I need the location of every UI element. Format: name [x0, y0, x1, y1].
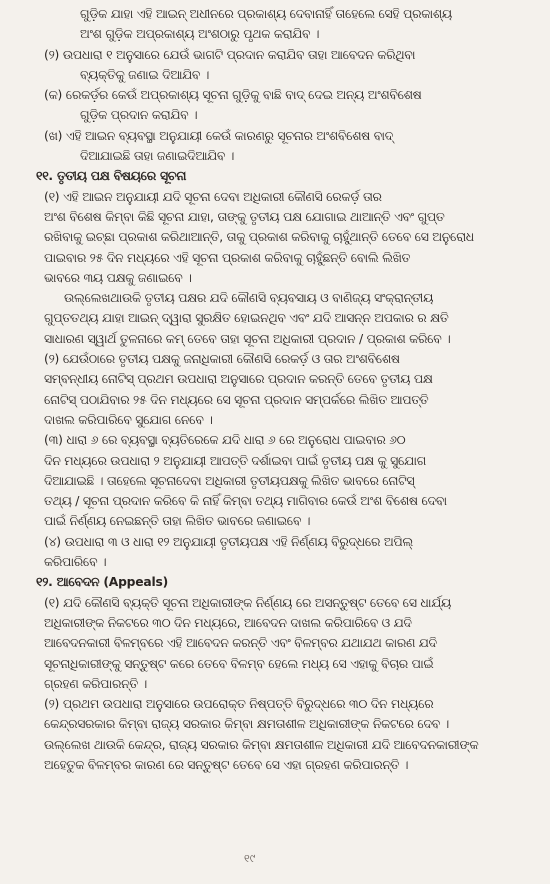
- text-line: ଗ୍ରହଣ କରିପାରନ୍ତି ।: [44, 676, 147, 691]
- text-line: ବ୍ୟକ୍ତିକୁ ଜଣାଇ ଦିଆଯିବ ।: [80, 67, 210, 82]
- text-line: ପାଇଁ ନିର୍ଣ୍ଣୟ ନେଇଛନ୍ତି ତାହା ଲିଖିତ ଭାବରେ ଜଣାଇବେ ।: [44, 514, 311, 529]
- section-heading: ୧୨. ଆବେଦନ (Appeals): [36, 575, 169, 590]
- text-line: କରିପାରିବେ ।: [44, 555, 107, 570]
- text-line: (୨) ପ୍ରଥମ ଉପଧାରା ଅନୁସାରେ ଉପରୋକ୍ତ ନିଷ୍ପତ୍ତି ବିରୁଦ୍ଧରେ ୩୦ ଦିନ ମଧ୍ୟରେ: [44, 697, 434, 712]
- text-line: ପାଇବାର ୨୫ ଦିନ ମଧ୍ୟରେ ଏହି ସୂଚନା ପ୍ରକାଶ କରିବାକୁ ଚାହୁଁଛନ୍ତି ବୋଲି ଲିଖିତ: [44, 250, 411, 265]
- text-line: ସମ୍ବନ୍ଧୀୟ ନୋଟିସ୍ ପ୍ରଥମ ଉପଧାରା ଅନୁସାରେ ପ୍ରଦାନ କରନ୍ତି ତେବେ ତୃତୀୟ ପକ୍ଷ: [44, 372, 433, 387]
- text-line: ସୂଚନାଧିକାରୀଙ୍କୁ ସନ୍ତୁଷ୍ଟ କରେ ତେବେ ବିଳମ୍ବ ହେଲେ ମଧ୍ୟ ସେ ଏହାକୁ ବିଚାର ପାଇଁ: [44, 656, 434, 671]
- text-line: (କ) ରେକର୍ଡ଼ର କେଉଁ ଅପ୍ରକାଶ୍ୟ ସୂଚନା ଗୁଡ଼ିକୁ ବାଛି ବାଦ୍ ଦେଇ ଅନ୍ୟ ଅଂଶବିଶେଷ: [44, 88, 422, 103]
- text-line: ଅଂଶ ଗୁଡ଼ିକ ଅପ୍ରକାଶ୍ୟ ଅଂଶଠାରୁ ପୃଥକ କରାଯିବ ।: [80, 27, 320, 42]
- section-heading: ୧୧. ତୃତୀୟ ପକ୍ଷ ବିଷୟରେ ସୂଚନା: [36, 169, 187, 184]
- text-line: ଦିଆଯାଇଛି ତାହା ଜଣାଇଦିଆଯିବ ।: [80, 149, 235, 164]
- text-line: ଦିନ ମଧ୍ୟରେ ଉପଧାରା ୨ ଅନୁଯାୟୀ ଆପତ୍ତି ଦର୍ଶାଇବା ପାଇଁ ତୃତୀୟ ପକ୍ଷ କୁ ସୁଯୋଗ: [44, 453, 426, 468]
- text-line: ଗୁଡ଼ିକ ଯାହା ଏହି ଆଇନ୍ ଅଧୀନରେ ପ୍ରକାଶ୍ୟ ଦେବାନାହିଁ ତାହେଲେ ସେହି ପ୍ରକାଶ୍ୟ: [80, 7, 452, 21]
- text-line: ଅହେତୁକ ବିଳମ୍ବର କାରଣ ରେ ସନ୍ତୁଷ୍ଟ ତେବେ ସେ ଏହା ଗ୍ରହଣ କରିପାରନ୍ତି ।: [44, 757, 409, 772]
- text-line: (୪) ଉପଧାରା ୩ ଓ ଧାରା ୧୨ ଅନୁଯାୟୀ ତୃତୀୟପକ୍ଷ ଏହି ନିର୍ଣ୍ଣୟ ବିରୁଦ୍ଧରେ ଅପିଲ୍: [44, 534, 413, 549]
- text-line: ଗୁଡ଼ିକ ପ୍ରଦାନ କରାଯିବ ।: [80, 108, 198, 123]
- text-line: ଦାଖଲ କରିପାରିବେ ସୁଯୋଗ ନେବେ ।: [44, 412, 213, 427]
- text-line: କେନ୍ଦ୍ରସରକାର କିମ୍ବା ରାଜ୍ୟ ସରକାର କିମ୍ବା କ୍ଷମତାଶୀଳ ଅଧିକାରୀଙ୍କ ନିକଟରେ ଦେବ ।: [44, 717, 450, 732]
- text-line: (୧) ଯଦି କୌଣସି ବ୍ୟକ୍ତି ସୂଚନା ଅଧିକାରୀଙ୍କ ନିର୍ଣ୍ଣୟ ରେ ଅସନ୍ତୁଷ୍ଟ ତେବେ ସେ ଧାର୍ଯ୍ୟ: [44, 595, 451, 610]
- page-number: ୧୯: [244, 852, 256, 865]
- text-line: ରଖିବାକୁ ଇଚ୍ଛା ପ୍ରକାଶ କରିଥାଆନ୍ତି, ତାକୁ ପ୍ରକାଶ କରିବାକୁ ଚାହୁଁଥାନ୍ତି ତେବେ ସେ ଅନୁରୋଧ: [44, 230, 474, 245]
- text-line: (୨) ଉପଧାରା ୧ ଅନୁସାରେ ଯେଉଁ ଭାଗଟି ପ୍ରଦାନ କରାଯିବ ତାହା ଆବେଦନ କରିଥିବା: [44, 47, 416, 62]
- text-line: ଗୁପ୍ତତଥ୍ୟ ଯାହା ଆଇନ୍ ଦ୍ୱାରା ସୁରକ୍ଷିତ ହୋଇନଥିବ ଏବଂ ଯଦି ଆସନ୍ନ ଅପକାର ର କ୍ଷତି: [44, 311, 449, 326]
- text-line: ଦିଆଯାଇଛି । ତାହେଲେ ସୂଚନାଦେବା ଅଧିକାରୀ ତୃତୀୟପକ୍ଷକୁ ଲିଖିତ ଭାବରେ ନୋଟିସ୍: [44, 473, 415, 488]
- text-line: ଅଧିକାରୀଙ୍କ ନିକଟରେ ୩୦ ଦିନ ମଧ୍ୟରେ, ଆବେଦନ ଦାଖଲ କରିପାରିବେ ଓ ଯଦି: [44, 615, 412, 630]
- text-line: (୩) ଧାରା ୬ ରେ ବ୍ୟବସ୍ଥା ବ୍ୟତିରେକେ ଯଦି ଧାରା ୬ ରେ ଅନୁରୋଧ ପାଇବାର ୬୦: [44, 433, 406, 448]
- text-line: ଉଲ୍ଲେଖଥାଉକି ତୃତୀୟ ପକ୍ଷର ଯଦି କୌଣସି ବ୍ୟବସାୟ ଓ ବାଣିଜ୍ୟ ସଂକ୍ରାନ୍ତୀୟ: [64, 291, 434, 306]
- text-line: ତଥ୍ୟ / ସୂଚନା ପ୍ରଦାନ କରିବେ କି ନାହିଁ କିମ୍ବା ତଥ୍ୟ ମାଗିବାର କେଉଁ ଅଂଶ ବିଶେଷ ଦେବା: [44, 494, 447, 509]
- text-line: ନୋଟିସ୍ ପଠାଯିବାର ୨୫ ଦିନ ମଧ୍ୟରେ ସେ ସୂଚନା ପ୍ରଦାନ ସମ୍ପର୍କରେ ଲିଖିତ ଆପତ୍ତି: [44, 392, 429, 407]
- text-line: (୧) ଏହି ଆଇନ ଅନୁଯାୟୀ ଯଦି ସୂଚନା ଦେବା ଅଧିକାରୀ କୌଣସି ରେକର୍ଡ଼ ତାର: [44, 189, 382, 204]
- text-line: ଆବେଦନକାରୀ ବିଳମ୍ବରେ ଏହି ଆବେଦନ କରନ୍ତି ଏବଂ ବିଳମ୍ବର ଯଥାଯଥ କାରଣ ଯଦି: [44, 636, 437, 651]
- text-line: ଅଂଶ ବିଶେଷ କିମ୍ବା କିଛି ସୂଚନା ଯାହା, ତାଙ୍କୁ ତୃତୀୟ ପକ୍ଷ ଯୋଗାଇ ଥାଆନ୍ତି ଏବଂ ଗୁପ୍ତ: [44, 209, 445, 224]
- text-line: ଭାବରେ ୩ୟ ପକ୍ଷକୁ ଜଣାଇବେ ।: [44, 270, 192, 285]
- text-line: (୨) ଯେଉଁଠାରେ ତୃତୀୟ ପକ୍ଷକୁ ଜନାଧିକାରୀ କୌଣସି ରେକର୍ଡ଼ ଓ ତାର ଅଂଶବିଶେଷ: [44, 352, 400, 367]
- text-line: (ଖ) ଏହି ଆଇନ ବ୍ୟବସ୍ଥା ଅନୁଯାୟୀ କେଉଁ କାରଣରୁ ସୂଚନାର ଅଂଶବିଶେଷ ବାଦ୍: [44, 128, 394, 143]
- text-line: ଉଲ୍ଲେଖ ଥାଉକି କେନ୍ଦ୍ର, ରାଜ୍ୟ ସରକାର କିମ୍ବା କ୍ଷମତାଶୀଳ ଅଧିକାରୀ ଯଦି ଆବେଦନକାରୀଙ୍କ: [44, 737, 479, 752]
- text-line: ସାଧାରଣ ସ୍ୱାର୍ଥ ତୁଳନାରେ କମ୍ ତେବେ ତାହା ସୂଚନା ଅଧିକାରୀ ପ୍ରଦାନ / ପ୍ରକାଶ କରିବେ ।: [44, 331, 451, 346]
